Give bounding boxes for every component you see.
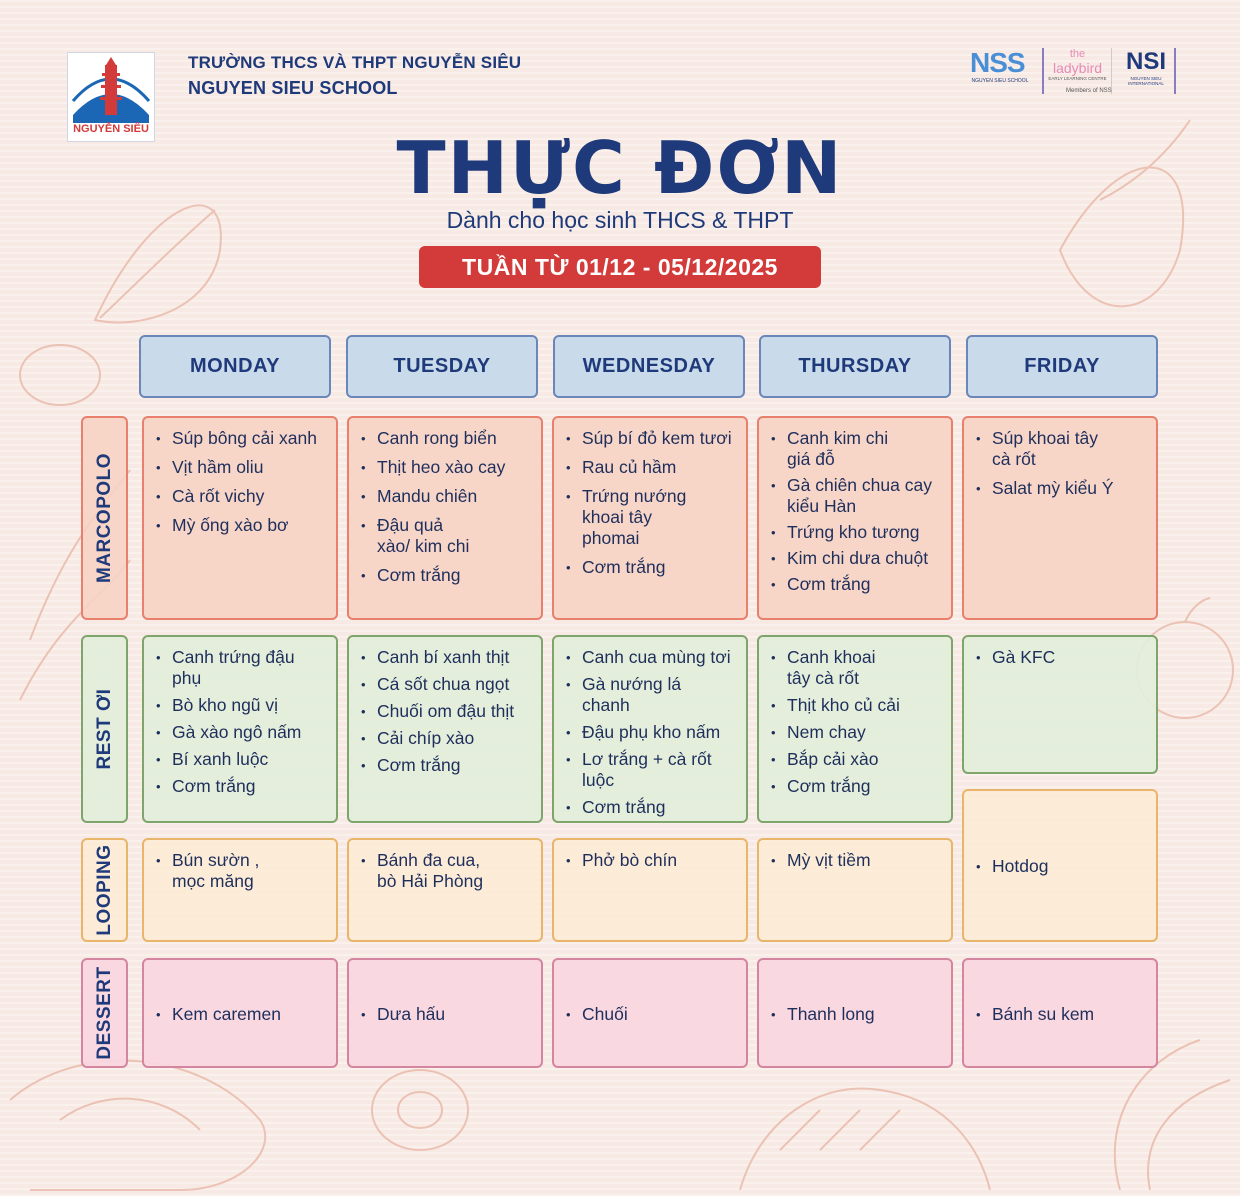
menu-cell-marcopolo-wednesday — [552, 416, 748, 620]
menu-item: • Lơ trắng + cà rốt luộc — [566, 749, 732, 791]
menu-cell-marcopolo-tuesday — [347, 416, 543, 620]
nsi-logo-subtitle: NGUYEN SIEU INTERNATIONAL — [1128, 76, 1164, 86]
menu-item: • Bánh đa cua, bò Hải Phòng — [361, 850, 527, 892]
menu-cell-marcopolo-friday — [962, 416, 1158, 620]
menu-item: • Cơm trắng — [156, 776, 322, 797]
menu-item: • Bí xanh luộc — [156, 749, 322, 770]
menu-item: • Canh kim chi giá đỗ — [771, 428, 937, 470]
row-label-marcopolo — [81, 416, 128, 620]
menu-cell-dessert-friday — [962, 958, 1158, 1068]
day-header-thursday: THURSDAY — [759, 335, 951, 398]
menu-cell-dessert-monday — [142, 958, 338, 1068]
menu-item: • Canh cua mùng tơi — [566, 647, 732, 668]
menu-cell-dessert-tuesday — [347, 958, 543, 1068]
menu-item: • Canh khoai tây cà rốt — [771, 647, 937, 689]
menu-item: • Súp bí đỏ kem tươi — [566, 428, 732, 449]
menu-item: • Thịt kho củ cải — [771, 695, 937, 716]
menu-cell-rest-tuesday — [347, 635, 543, 823]
menu-item: • Canh rong biển — [361, 428, 527, 449]
nsi-logo-text: NSI — [1125, 48, 1166, 75]
menu-item: • Kim chi dưa chuột — [771, 548, 937, 569]
menu-cell-looping-tuesday — [347, 838, 543, 942]
school-name-english: NGUYEN SIEU SCHOOL — [188, 78, 398, 98]
menu-item: • Cải chíp xào — [361, 728, 527, 749]
menu-cell-looping-wednesday — [552, 838, 748, 942]
day-header-tuesday: TUESDAY — [346, 335, 538, 398]
menu-item: • Gà chiên chua cay kiểu Hàn — [771, 475, 937, 517]
menu-item: • Nem chay — [771, 722, 937, 743]
page-subtitle: Dành cho học sinh THCS & THPT — [446, 207, 794, 233]
menu-item: • Gà KFC — [976, 647, 1142, 668]
menu-cell-rest-wednesday — [552, 635, 748, 823]
school-name-vietnamese: TRƯỜNG THCS VÀ THPT NGUYỄN SIÊU — [188, 53, 522, 72]
menu-item: • Mandu chiên — [361, 486, 527, 507]
menu-item: • Cơm trắng — [771, 776, 937, 797]
nsi-logo — [1118, 48, 1176, 94]
menu-item: • Hotdog — [976, 856, 1142, 877]
menu-cell-rest-friday — [962, 635, 1158, 774]
ladybird-subtitle: EARLY LEARNING CENTRE — [1048, 76, 1107, 81]
ladybird-logo-text: ladybird — [1052, 60, 1103, 76]
menu-item: • Bánh su kem — [976, 1004, 1142, 1025]
menu-item: • Súp bông cải xanh — [156, 428, 322, 449]
school-logo-label: NGUYỄN SIÊU — [73, 123, 149, 135]
menu-item: • Canh bí xanh thịt — [361, 647, 527, 668]
menu-item: • Trứng kho tương — [771, 522, 937, 543]
menu-cell-looping-monday — [142, 838, 338, 942]
menu-item: • Cơm trắng — [771, 574, 937, 595]
row-label-text: MARCOPOLO — [93, 452, 115, 584]
week-badge: TUẦN TỪ 01/12 - 05/12/2025 — [419, 246, 821, 288]
menu-item: • Thanh long — [771, 1004, 937, 1025]
menu-item: • Dưa hấu — [361, 1004, 527, 1025]
row-label-rest — [81, 635, 128, 823]
menu-item: • Mỳ ống xào bơ — [156, 515, 322, 536]
row-label-text: REST ƠI — [93, 688, 115, 770]
menu-item: • Mỳ vịt tiềm — [771, 850, 937, 871]
menu-item: • Bắp cải xào — [771, 749, 937, 770]
menu-item: • Gà xào ngô nấm — [156, 722, 322, 743]
menu-item: • Kem caremen — [156, 1004, 322, 1025]
menu-cell-rest-thursday — [757, 635, 953, 823]
menu-item: • Cơm trắng — [361, 755, 527, 776]
menu-item: • Trứng nướng khoai tây phomai — [566, 486, 732, 549]
menu-item: • Rau củ hầm — [566, 457, 732, 478]
menu-cell-looping-friday — [962, 789, 1158, 942]
menu-item: • Cơm trắng — [566, 557, 732, 578]
menu-item: • Thịt heo xào cay — [361, 457, 527, 478]
menu-item: • Cơm trắng — [361, 565, 527, 586]
menu-cell-dessert-wednesday — [552, 958, 748, 1068]
menu-item: • Cà rốt vichy — [156, 486, 322, 507]
menu-item: • Đậu phụ kho nấm — [566, 722, 732, 743]
menu-item: • Gà nướng lá chanh — [566, 674, 732, 716]
menu-cell-dessert-thursday — [757, 958, 953, 1068]
members-caption: Members of NSS — [1066, 88, 1112, 94]
nss-logo-subtitle: NGUYEN SIEU SCHOOL — [971, 78, 1029, 84]
menu-item: • Cơm trắng — [566, 797, 732, 818]
nss-logo — [970, 48, 1030, 84]
menu-item: • Canh trứng đậu phụ — [156, 647, 322, 689]
menu-item: • Súp khoai tây cà rốt — [976, 428, 1142, 470]
row-label-text: LOOPING — [93, 844, 115, 936]
menu-item: • Cá sốt chua ngọt — [361, 674, 527, 695]
ladybird-the-text: the — [1069, 48, 1086, 60]
day-header-friday: FRIDAY — [966, 335, 1158, 398]
menu-item: • Salat mỳ kiểu Ý — [976, 478, 1142, 499]
row-label-text: DESSERT — [93, 966, 115, 1060]
day-header-monday: MONDAY — [139, 335, 331, 398]
menu-item: • Chuối — [566, 1004, 732, 1025]
nss-logo-text: NSS — [970, 47, 1025, 78]
partner-logos — [966, 46, 1178, 98]
row-label-looping — [81, 838, 128, 942]
day-header-wednesday: WEDNESDAY — [553, 335, 745, 398]
menu-cell-marcopolo-thursday — [757, 416, 953, 620]
menu-cell-looping-thursday — [757, 838, 953, 942]
menu-item: • Chuối om đậu thịt — [361, 701, 527, 722]
menu-item: • Bún sườn , mọc măng — [156, 850, 322, 892]
menu-cell-marcopolo-monday — [142, 416, 338, 620]
menu-item: • Bò kho ngũ vị — [156, 695, 322, 716]
menu-item: • Đậu quả xào/ kim chi — [361, 515, 527, 557]
page-title: THỰC ĐƠN — [396, 126, 844, 210]
row-label-dessert — [81, 958, 128, 1068]
menu-item: • Phở bò chín — [566, 850, 732, 871]
menu-item: • Vịt hầm oliu — [156, 457, 322, 478]
menu-cell-rest-monday — [142, 635, 338, 823]
